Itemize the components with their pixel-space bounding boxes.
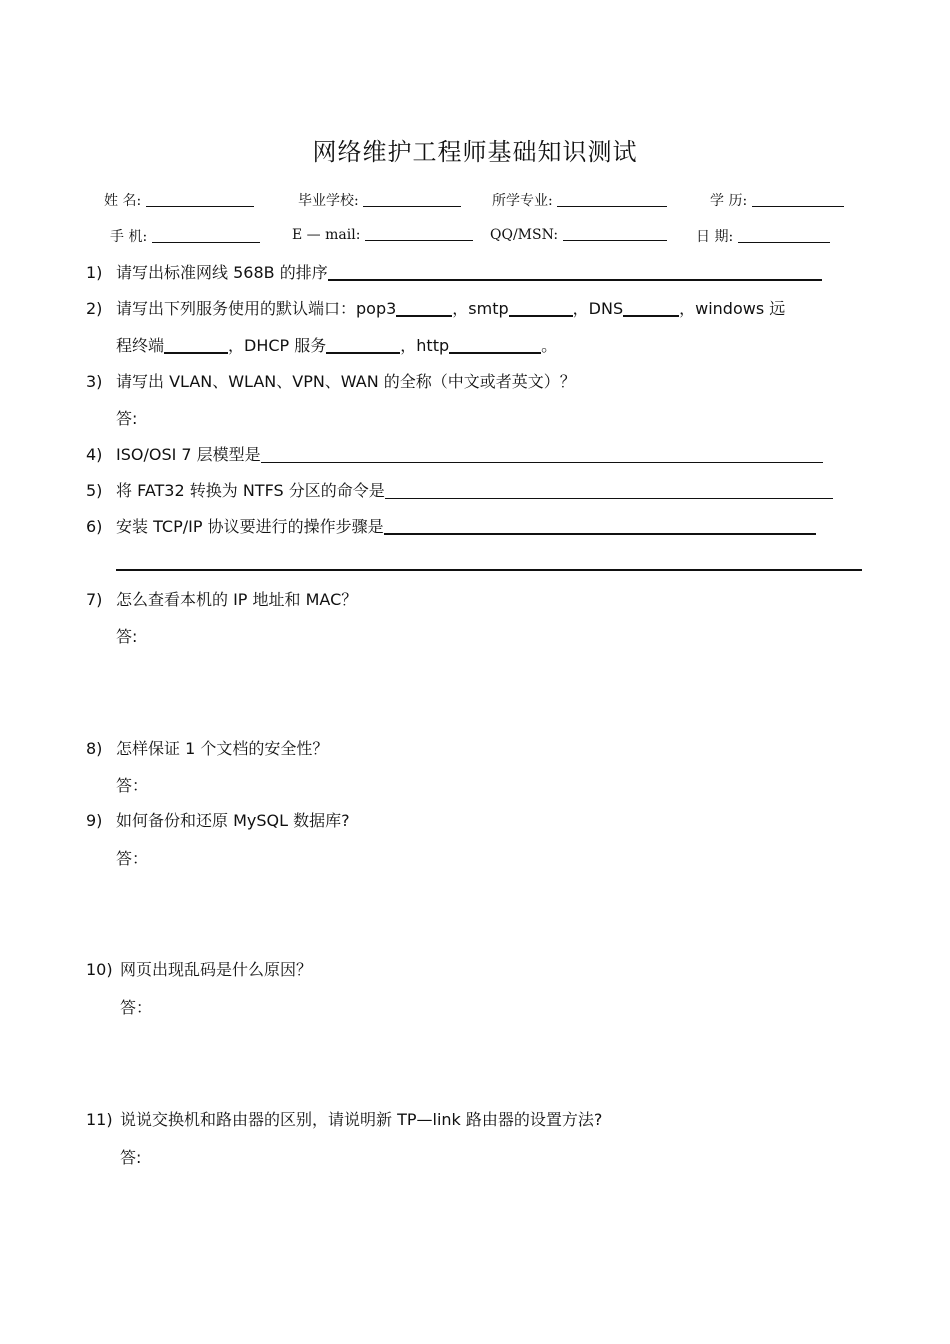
- question-text: 怎么查看本机的 IP 地址和 MAC？: [116, 590, 358, 609]
- remote-desktop-blank[interactable]: [164, 336, 228, 354]
- phone-blank[interactable]: [152, 228, 260, 243]
- question-text: ，windows 远: [679, 299, 786, 318]
- school-label: 毕业学校:: [298, 193, 359, 209]
- question-text: 请写出下列服务使用的默认端口：pop3: [116, 299, 397, 318]
- answer-label: 答：: [116, 776, 149, 795]
- question-10: [86, 957, 312, 980]
- name-field: [104, 190, 254, 210]
- question-2: [86, 296, 785, 319]
- question-number: 10): [86, 960, 113, 979]
- answer-blank[interactable]: [261, 446, 823, 463]
- question-text: 请写出 VLAN、WLAN、VPN、WAN 的全称（中文或者英文）？: [116, 372, 576, 391]
- question-number: 11): [86, 1110, 113, 1129]
- question-number: 5): [86, 481, 103, 500]
- answer-blank[interactable]: [384, 517, 816, 535]
- phone-label: 手 机:: [110, 229, 148, 245]
- question-text: 如何备份和还原 MySQL 数据库?: [116, 811, 350, 830]
- question-number: 9): [86, 811, 103, 830]
- answer-label: 答：: [116, 849, 149, 868]
- answer-blank[interactable]: [328, 263, 822, 281]
- phone-field: [110, 226, 260, 246]
- answer-label: 答:: [116, 409, 138, 428]
- question-text: 。: [541, 336, 558, 355]
- dhcp-blank[interactable]: [326, 336, 400, 354]
- info-row-personal: [104, 190, 864, 214]
- question-number: 4): [86, 445, 103, 464]
- page-title: 网络维护工程师基础知识测试: [312, 138, 638, 166]
- education-blank[interactable]: [752, 192, 844, 207]
- question-number: 3): [86, 372, 103, 391]
- question-number: 6): [86, 517, 103, 536]
- info-row-contact: [104, 226, 864, 250]
- answer-label: 答:: [120, 1148, 142, 1167]
- answer-blank[interactable]: [385, 482, 833, 499]
- answer-label: 答：: [120, 998, 153, 1017]
- question-text: ，smtp: [452, 299, 509, 318]
- date-field: [696, 226, 830, 246]
- question-text: ，http: [400, 336, 450, 355]
- major-blank[interactable]: [557, 192, 667, 207]
- dns-blank[interactable]: [623, 299, 679, 317]
- question-text: 网页出现乱码是什么原因？: [120, 960, 313, 979]
- question-8: [86, 736, 328, 759]
- question-number: 2): [86, 299, 103, 318]
- name-blank[interactable]: [146, 192, 254, 207]
- major-field: [492, 190, 667, 210]
- question-5: [86, 478, 833, 501]
- major-label: 所学专业:: [492, 193, 553, 209]
- education-label: 学 历:: [710, 193, 748, 209]
- school-field: [298, 190, 461, 210]
- question-number: 1): [86, 263, 103, 282]
- http-blank[interactable]: [449, 336, 541, 354]
- question-text: 程终端: [116, 336, 165, 355]
- name-label: 姓 名:: [104, 193, 142, 209]
- qq-field: [490, 226, 667, 243]
- question-6: [86, 514, 816, 537]
- date-label: 日 期:: [696, 229, 734, 245]
- pop3-blank[interactable]: [396, 299, 452, 317]
- question-text: 请写出标准网线 568B 的排序: [116, 263, 328, 282]
- school-blank[interactable]: [363, 192, 461, 207]
- email-field: [292, 226, 473, 243]
- question-text: ，DHCP 服务: [228, 336, 327, 355]
- question-2-line-2: [116, 333, 557, 356]
- question-text: 安装 TCP/IP 协议要进行的操作步骤是: [116, 517, 384, 536]
- email-label: E — mail:: [292, 227, 361, 243]
- question-9: [86, 808, 350, 831]
- question-number: 7): [86, 590, 103, 609]
- email-blank[interactable]: [365, 226, 473, 241]
- question-3: [86, 369, 576, 392]
- answer-label: 答:: [116, 627, 138, 646]
- question-4: [86, 442, 823, 465]
- question-text: 怎样保证 1 个文档的安全性？: [116, 739, 329, 758]
- question-1: [86, 260, 822, 283]
- question-text: ISO/OSI 7 层模型是: [116, 445, 261, 464]
- qq-label: QQ/MSN:: [490, 227, 559, 243]
- answer-blank-line-2[interactable]: [116, 569, 862, 571]
- smtp-blank[interactable]: [509, 299, 573, 317]
- question-11: [86, 1107, 602, 1130]
- question-text: 将 FAT32 转换为 NTFS 分区的命令是: [116, 481, 385, 500]
- question-number: 8): [86, 739, 103, 758]
- education-field: [710, 190, 844, 210]
- question-text: ，DNS: [572, 299, 624, 318]
- qq-blank[interactable]: [563, 226, 667, 241]
- question-text: 说说交换机和路由器的区别，请说明新 TP—link 路由器的设置方法?: [120, 1110, 603, 1129]
- question-7: [86, 587, 357, 610]
- date-blank[interactable]: [738, 228, 830, 243]
